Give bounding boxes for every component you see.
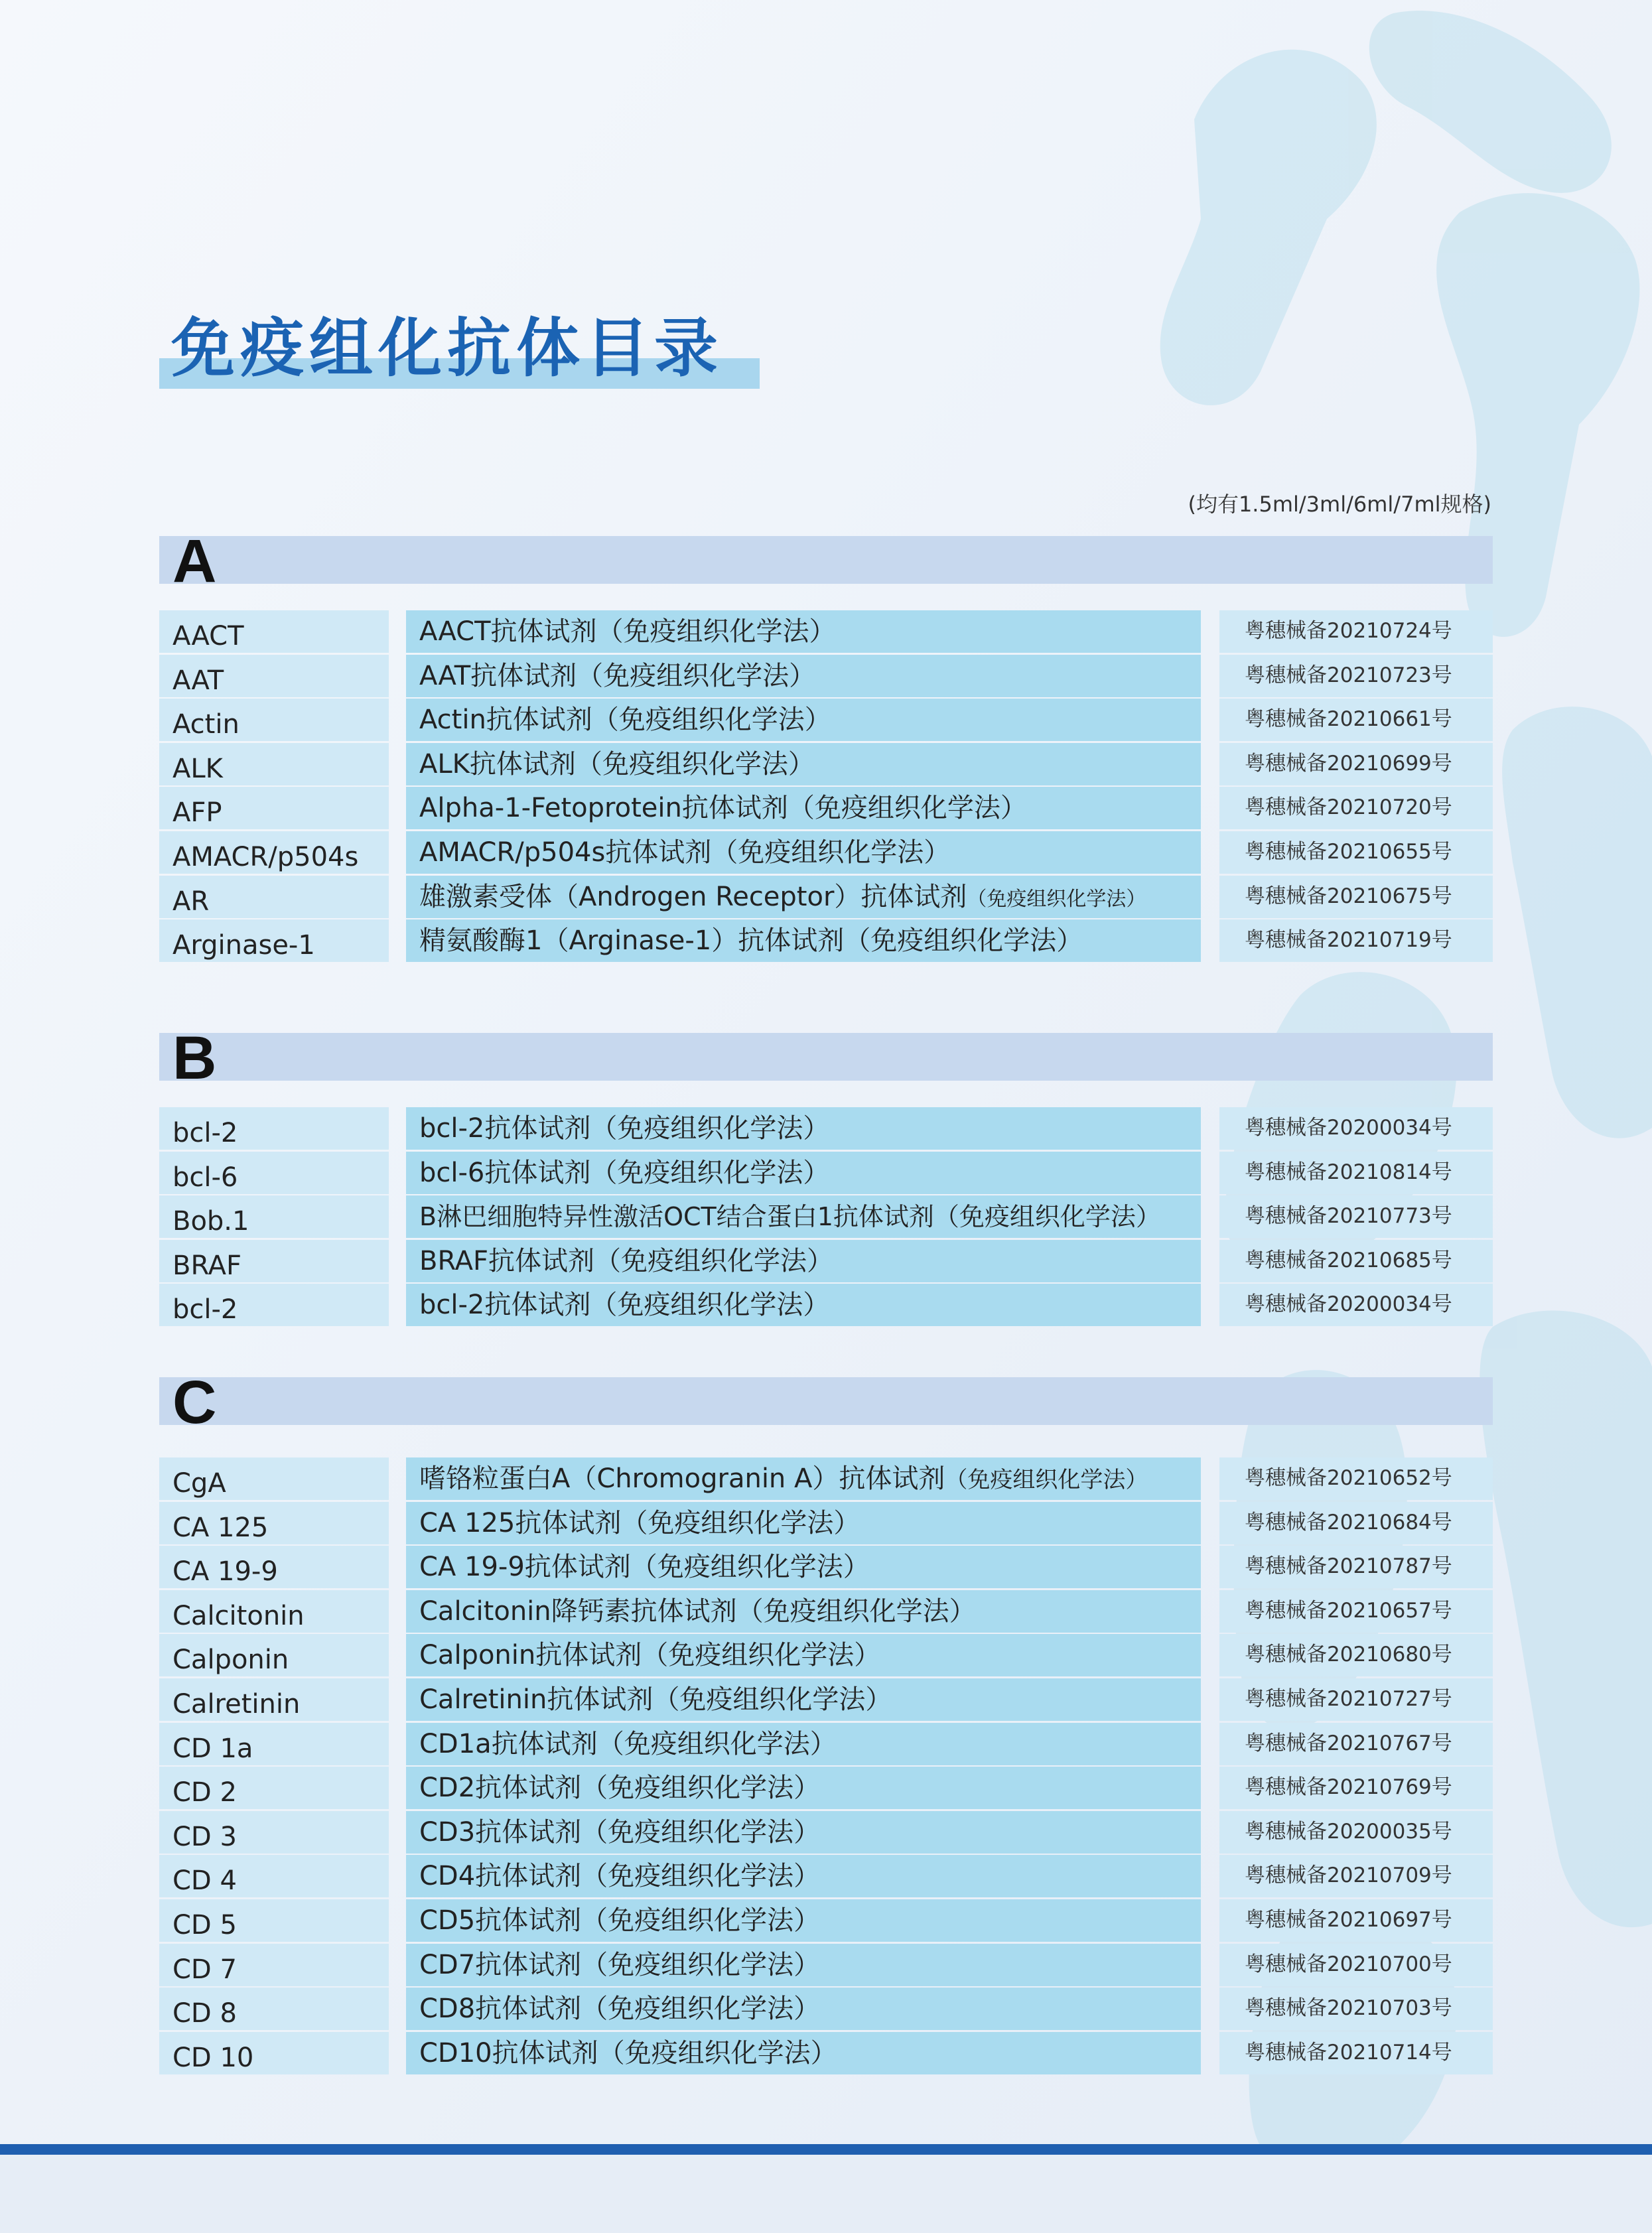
table-row: [159, 1634, 1493, 1678]
antibody-name: CD10抗体试剂（免疫组织化学法）: [406, 2032, 1201, 2074]
spec-note: (均有1.5ml/3ml/6ml/7ml规格): [1188, 492, 1491, 517]
table-row: [159, 1855, 1493, 1899]
table-row: [159, 1502, 1493, 1546]
antibody-abbr: bcl-6: [159, 1152, 389, 1194]
section-letter: A: [172, 527, 217, 595]
antibody-abbr: CD 8: [159, 1988, 389, 2030]
table-row: [159, 876, 1493, 920]
antibody-name: CA 19-9抗体试剂（免疫组织化学法）: [406, 1546, 1201, 1588]
registration-number: 粤穗械备20200035号: [1219, 1811, 1493, 1854]
registration-number: 粤穗械备20210655号: [1219, 831, 1493, 874]
antibody-abbr: Calponin: [159, 1634, 389, 1676]
antibody-name: 嗜铬粒蛋白A（Chromogranin A）抗体试剂: [419, 1463, 945, 1494]
registration-number: 粤穗械备20210720号: [1219, 787, 1493, 829]
antibody-abbr: bcl-2: [159, 1107, 389, 1150]
registration-number: 粤穗械备20210719号: [1219, 919, 1493, 962]
registration-number: 粤穗械备20210685号: [1219, 1240, 1493, 1282]
registration-number: 粤穗械备20210680号: [1219, 1634, 1493, 1676]
table-row: [159, 1107, 1493, 1152]
registration-number: 粤穗械备20210814号: [1219, 1152, 1493, 1194]
antibody-name: 精氨酸酶1（Arginase-1）抗体试剂（免疫组织化学法）: [406, 919, 1201, 962]
registration-number: 粤穗械备20210697号: [1219, 1899, 1493, 1942]
registration-number: 粤穗械备20210675号: [1219, 876, 1493, 918]
antibody-abbr: CA 19-9: [159, 1546, 389, 1588]
antibody-abbr: CA 125: [159, 1502, 389, 1544]
antibody-name: Alpha-1-Fetoprotein抗体试剂（免疫组织化学法）: [406, 787, 1201, 829]
antibody-abbr: AAT: [159, 655, 389, 697]
section-header-c: [159, 1369, 1493, 1436]
table-row: [159, 1240, 1493, 1284]
registration-number: 粤穗械备20210714号: [1219, 2032, 1493, 2074]
registration-number: 粤穗械备20200034号: [1219, 1107, 1493, 1150]
antibody-name: B淋巴细胞特异性激活OCT结合蛋白1抗体试剂（免疫组织化学法）: [406, 1195, 1201, 1238]
registration-number: 粤穗械备20210773号: [1219, 1195, 1493, 1238]
antibody-method-small: （免疫组织化学法）: [945, 1467, 1148, 1493]
antibody-name-cell: [406, 1457, 1201, 1500]
table-row: [159, 1944, 1493, 1988]
table-row: [159, 1988, 1493, 2032]
registration-number: 粤穗械备20210767号: [1219, 1723, 1493, 1765]
antibody-name: bcl-6抗体试剂（免疫组织化学法）: [406, 1152, 1201, 1194]
antibody-abbr: Calretinin: [159, 1678, 389, 1721]
table-row: [159, 699, 1493, 743]
antibody-name: bcl-2抗体试剂（免疫组织化学法）: [406, 1284, 1201, 1326]
section-letter: B: [172, 1024, 217, 1092]
table-row: [159, 1195, 1493, 1240]
antibody-abbr: CD 1a: [159, 1723, 389, 1765]
registration-number: 粤穗械备20210700号: [1219, 1944, 1493, 1986]
registration-number: 粤穗械备20210727号: [1219, 1678, 1493, 1721]
section-letter: C: [172, 1369, 217, 1436]
antibody-name: ALK抗体试剂（免疫组织化学法）: [406, 743, 1201, 785]
antibody-name: 雄激素受体（Androgen Receptor）抗体试剂: [419, 881, 967, 912]
registration-number: 粤穗械备20210661号: [1219, 699, 1493, 741]
antibody-abbr: AACT: [159, 610, 389, 653]
table-row: [159, 655, 1493, 699]
table-row: [159, 1284, 1493, 1328]
table-row: [159, 743, 1493, 787]
table-row: [159, 1899, 1493, 1944]
antibody-name: AAT抗体试剂（免疫组织化学法）: [406, 655, 1201, 697]
antibody-name: Calcitonin降钙素抗体试剂（免疫组织化学法）: [406, 1590, 1201, 1633]
antibody-abbr: CD 4: [159, 1855, 389, 1897]
antibody-name: AACT抗体试剂（免疫组织化学法）: [406, 610, 1201, 653]
registration-number: 粤穗械备20210657号: [1219, 1590, 1493, 1633]
registration-number: 粤穗械备20210769号: [1219, 1767, 1493, 1809]
registration-number: 粤穗械备20210703号: [1219, 1988, 1493, 2030]
antibody-abbr: Calcitonin: [159, 1590, 389, 1633]
section-c-table: [159, 1457, 1493, 2076]
antibody-abbr: CD 3: [159, 1811, 389, 1854]
section-header-a: [159, 527, 1493, 595]
antibody-name: bcl-2抗体试剂（免疫组织化学法）: [406, 1107, 1201, 1150]
table-row: [159, 1767, 1493, 1811]
antibody-abbr: ALK: [159, 743, 389, 785]
antibody-abbr: CgA: [159, 1457, 389, 1500]
antibody-abbr: CD 5: [159, 1899, 389, 1942]
antibody-abbr: Bob.1: [159, 1195, 389, 1238]
section-a-table: [159, 610, 1493, 964]
antibody-abbr: CD 7: [159, 1944, 389, 1986]
footer-divider: [0, 2144, 1652, 2155]
antibody-abbr: AFP: [159, 787, 389, 829]
antibody-name: CD8抗体试剂（免疫组织化学法）: [406, 1988, 1201, 2030]
table-row: [159, 831, 1493, 876]
table-row: [159, 1678, 1493, 1723]
antibody-name: AMACR/p504s抗体试剂（免疫组织化学法）: [406, 831, 1201, 874]
table-row: [159, 1457, 1493, 1502]
antibody-abbr: BRAF: [159, 1240, 389, 1282]
antibody-name: CD1a抗体试剂（免疫组织化学法）: [406, 1723, 1201, 1765]
antibody-abbr: AMACR/p504s: [159, 831, 389, 874]
section-header-b: [159, 1024, 1493, 1092]
antibody-abbr: Actin: [159, 699, 389, 741]
table-row: [159, 1546, 1493, 1590]
section-b-table: [159, 1107, 1493, 1328]
antibody-abbr: CD 10: [159, 2032, 389, 2074]
antibody-name: BRAF抗体试剂（免疫组织化学法）: [406, 1240, 1201, 1282]
antibody-name: Actin抗体试剂（免疫组织化学法）: [406, 699, 1201, 741]
table-row: [159, 1811, 1493, 1856]
antibody-name: Calponin抗体试剂（免疫组织化学法）: [406, 1634, 1201, 1676]
antibody-name: CD3抗体试剂（免疫组织化学法）: [406, 1811, 1201, 1854]
antibody-name: CA 125抗体试剂（免疫组织化学法）: [406, 1502, 1201, 1544]
antibody-name: CD7抗体试剂（免疫组织化学法）: [406, 1944, 1201, 1986]
footer-strip: [0, 2155, 1652, 2233]
registration-number: 粤穗械备20210684号: [1219, 1502, 1493, 1544]
table-row: [159, 610, 1493, 655]
registration-number: 粤穗械备20210709号: [1219, 1855, 1493, 1897]
table-row: [159, 1723, 1493, 1767]
registration-number: 粤穗械备20210787号: [1219, 1546, 1493, 1588]
registration-number: 粤穗械备20210724号: [1219, 610, 1493, 653]
antibody-abbr: Arginase-1: [159, 919, 389, 962]
antibody-abbr: AR: [159, 876, 389, 918]
registration-number: 粤穗械备20210652号: [1219, 1457, 1493, 1500]
antibody-name: CD5抗体试剂（免疫组织化学法）: [406, 1899, 1201, 1942]
table-row: [159, 919, 1493, 964]
registration-number: 粤穗械备20210699号: [1219, 743, 1493, 785]
antibody-name: CD2抗体试剂（免疫组织化学法）: [406, 1767, 1201, 1809]
antibody-abbr: bcl-2: [159, 1284, 389, 1326]
table-row: [159, 2032, 1493, 2076]
registration-number: 粤穗械备20210723号: [1219, 655, 1493, 697]
antibody-abbr: CD 2: [159, 1767, 389, 1809]
table-row: [159, 787, 1493, 831]
antibody-method-small: （免疫组织化学法）: [967, 887, 1146, 911]
table-row: [159, 1152, 1493, 1196]
registration-number: 粤穗械备20200034号: [1219, 1284, 1493, 1326]
table-row: [159, 1590, 1493, 1635]
antibody-name: CD4抗体试剂（免疫组织化学法）: [406, 1855, 1201, 1897]
antibody-name: Calretinin抗体试剂（免疫组织化学法）: [406, 1678, 1201, 1721]
page-title: 免疫组化抗体目录: [171, 311, 723, 385]
antibody-name-cell: [406, 876, 1201, 918]
page-title-block: [159, 302, 760, 395]
